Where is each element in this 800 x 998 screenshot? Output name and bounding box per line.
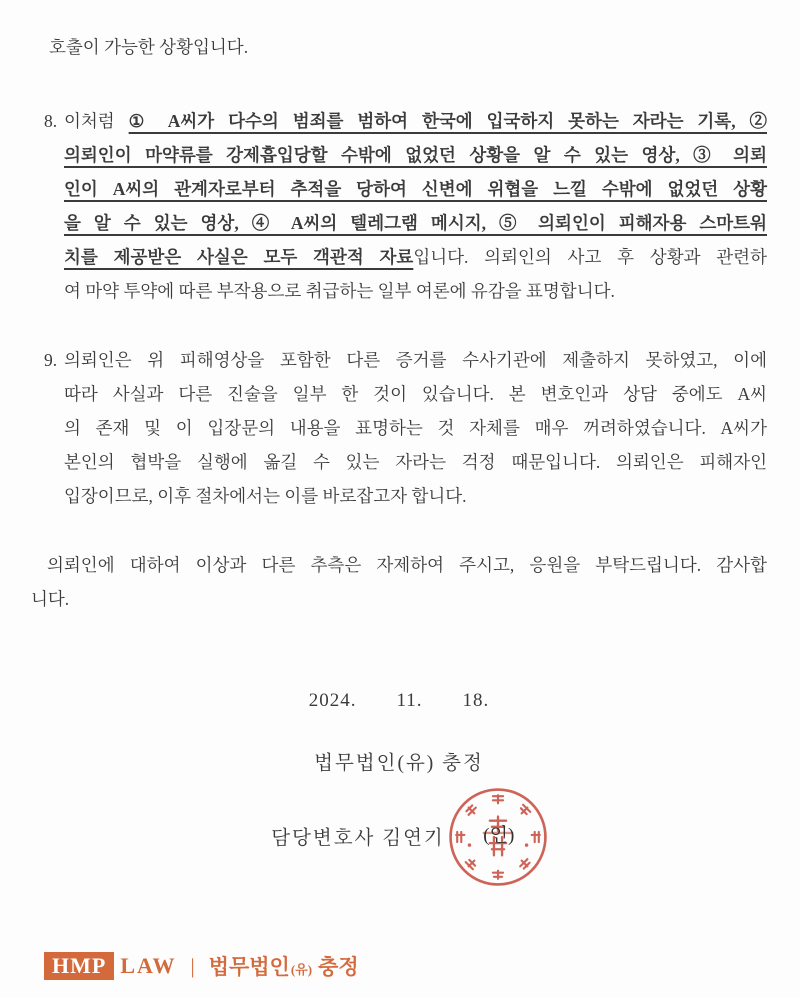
paragraph-8-line-5-emphasis: 치를 제공받은 사실은 모두 객관적 자료 bbox=[64, 247, 414, 267]
paragraph-8-line-1-plain: 이처럼 bbox=[64, 111, 129, 131]
paragraph-9-line-2: 따라 사실과 다른 진술을 일부 한 것이 있습니다. 본 변호인과 상담 중에도 A씨 bbox=[64, 384, 767, 404]
signature-row bbox=[31, 814, 767, 864]
attorney-name: 담당변호사 김연기 bbox=[271, 828, 445, 849]
paragraph-9-line-3: 의 존재 및 이 입장문의 내용을 표명하는 것 자체를 매우 꺼려하였습니다. A씨가 bbox=[64, 418, 767, 438]
seal-ink-label: (인) bbox=[483, 825, 515, 846]
footer-logo bbox=[44, 951, 359, 981]
intro-line: 호출이 가능한 상황입니다. bbox=[49, 37, 249, 57]
hmp-logo-box: HMP bbox=[44, 952, 114, 980]
footer-firm-main: 법무법인 bbox=[208, 955, 290, 979]
date-month: 11. bbox=[396, 690, 423, 711]
paragraph-9-line-5: 입장이므로, 이후 절차에서는 이를 바로잡고자 합니다. bbox=[64, 486, 467, 506]
paragraph-8-line-5-plain: 입니다. 의뢰인의 사고 후 상황과 관련하 bbox=[413, 247, 767, 267]
paragraph-8-line-6: 여 마약 투약에 따른 부작용으로 취급하는 일부 여론에 유감을 표명합니다. bbox=[64, 281, 615, 301]
closing-line-1: 의뢰인에 대하여 이상과 다른 추측은 자제하여 주시고, 응원을 부탁드립니다. 감사합 bbox=[47, 555, 767, 575]
paragraph-8-line-2 bbox=[64, 138, 767, 172]
paragraph-8-line-5 bbox=[64, 240, 767, 274]
paragraph-8-line-4-emphasis: 을 알 수 있는 영상, ④ A씨의 텔레그램 메시지, ⑤ 의뢰인이 피해자용 스마트워 bbox=[64, 213, 767, 233]
law-firm-name: 법무법인(유) 충정 bbox=[314, 753, 484, 774]
paragraph-9-number: 9. bbox=[44, 350, 58, 370]
footer-firm-entity-type: (유) bbox=[290, 962, 313, 977]
paragraph-9 bbox=[31, 343, 767, 513]
paragraph-8-line-1-emphasis: ① A씨가 다수의 범죄를 범하여 한국에 입국하지 못하는 자라는 기록, ② bbox=[128, 111, 767, 131]
paragraph-8-line-3 bbox=[64, 172, 767, 206]
footer-firm-name bbox=[209, 951, 359, 981]
footer-divider: | bbox=[190, 953, 195, 978]
closing-line-2: 니다. bbox=[31, 589, 70, 609]
paragraph-8 bbox=[31, 104, 767, 308]
date-year: 2024. bbox=[308, 690, 357, 711]
closing-paragraph bbox=[31, 548, 767, 616]
paragraph-8-number: 8. bbox=[44, 111, 58, 131]
paragraph-8-line-4 bbox=[64, 206, 767, 240]
paragraph-8-line-1 bbox=[64, 104, 767, 138]
footer-firm-tail: 충정 bbox=[318, 955, 359, 979]
document-date bbox=[31, 686, 767, 716]
paragraph-8-line-3-emphasis: 인이 A씨의 관계자로부터 추적을 당하여 신변에 위협을 느낄 수밖에 없었던 상황 bbox=[64, 179, 767, 199]
paragraph-9-line-1: 의뢰인은 위 피해영상을 포함한 다른 증거를 수사기관에 제출하지 못하였고, 이에 bbox=[64, 350, 767, 370]
law-logo-word: LAW bbox=[120, 953, 177, 978]
seal-area bbox=[451, 814, 547, 858]
paragraph-8-line-2-emphasis: 의뢰인이 마약류를 강제흡입당할 수밖에 없었던 상황을 알 수 있는 영상, ③ 의뢰 bbox=[64, 145, 767, 165]
signature-inner bbox=[271, 814, 547, 858]
paragraph-9-line-4: 본인의 협박을 실행에 옮길 수 있는 자라는 걱정 때문입니다. 의뢰인은 피해자인 bbox=[64, 452, 767, 472]
date-day: 18. bbox=[462, 690, 490, 711]
